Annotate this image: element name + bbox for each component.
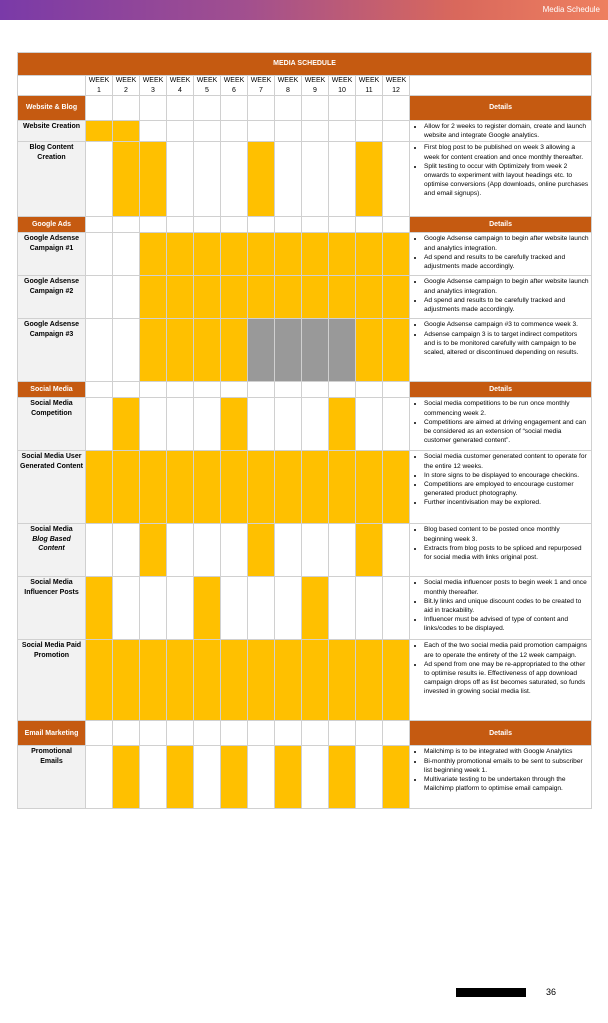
empty-cell	[248, 382, 275, 398]
activity-label-italic: Blog Based Content	[32, 535, 71, 553]
details-cell	[410, 746, 592, 809]
scheduled-cell	[221, 276, 248, 319]
week-header: WEEK 10	[329, 76, 356, 96]
activity-label	[18, 142, 86, 217]
section-title: Website & Blog	[18, 96, 86, 121]
scheduled-cell	[167, 746, 194, 809]
details-cell	[410, 451, 592, 524]
empty-cell	[140, 398, 167, 451]
scheduled-cell	[113, 398, 140, 451]
week-header: WEEK 2	[113, 76, 140, 96]
empty-cell	[383, 524, 410, 577]
empty-cell	[167, 121, 194, 142]
empty-cell	[221, 142, 248, 217]
detail-item: • Google Adsense campaign to begin after website launch and analytics integration.	[424, 234, 589, 252]
scheduled-cell	[275, 640, 302, 721]
detail-item: • Bit.ly links and unique discount codes to be created to aid in trackability.	[424, 597, 589, 615]
empty-cell	[113, 233, 140, 276]
page-number: 36	[546, 987, 557, 997]
scheduled-cell	[221, 319, 248, 382]
details-cell	[410, 233, 592, 276]
empty-cell	[302, 382, 329, 398]
empty-cell	[221, 382, 248, 398]
empty-cell	[383, 721, 410, 746]
scheduled-cell	[113, 640, 140, 721]
empty-cell	[194, 382, 221, 398]
activity-label	[18, 319, 86, 382]
empty-cell	[86, 142, 113, 217]
week-header: WEEK 1	[86, 76, 113, 96]
scheduled-cell	[167, 640, 194, 721]
empty-cell	[86, 721, 113, 746]
detail-item: • Social media customer generated content to operate for the entire 12 weeks.	[424, 452, 589, 470]
scheduled-cell	[329, 276, 356, 319]
week-header: WEEK 12	[383, 76, 410, 96]
empty-cell	[140, 577, 167, 640]
week-header: WEEK 3	[140, 76, 167, 96]
detail-item: • Social media competitions to be run once monthly commencing week 2.	[424, 399, 589, 417]
empty-cell	[356, 577, 383, 640]
empty-cell	[194, 398, 221, 451]
empty-cell	[167, 96, 194, 121]
scheduled-cell	[275, 276, 302, 319]
week-header: WEEK 8	[275, 76, 302, 96]
empty-cell	[113, 96, 140, 121]
empty-cell	[383, 382, 410, 398]
empty-cell	[221, 217, 248, 233]
empty-cell	[275, 96, 302, 121]
empty-cell	[248, 121, 275, 142]
empty-cell	[329, 721, 356, 746]
empty-cell	[113, 319, 140, 382]
activity-label	[18, 640, 86, 721]
empty-cell	[194, 746, 221, 809]
scheduled-cell	[329, 233, 356, 276]
empty-cell	[194, 121, 221, 142]
detail-item: • Ad spend and results to be carefully tracked and adjustments made accordingly.	[424, 296, 589, 314]
table-row	[18, 319, 592, 382]
scheduled-cell	[248, 524, 275, 577]
scheduled-cell	[275, 451, 302, 524]
scheduled-cell	[140, 276, 167, 319]
scheduled-cell	[302, 640, 329, 721]
week-header: WEEK 4	[167, 76, 194, 96]
table-title: MEDIA SCHEDULE	[18, 53, 592, 76]
table-row	[18, 142, 592, 217]
empty-cell	[302, 398, 329, 451]
empty-cell	[248, 217, 275, 233]
scheduled-cell	[248, 451, 275, 524]
scheduled-cell	[329, 640, 356, 721]
scheduled-cell	[248, 640, 275, 721]
activity-label	[18, 451, 86, 524]
empty-cell	[221, 96, 248, 121]
scheduled-cell	[356, 276, 383, 319]
scheduled-cell	[302, 276, 329, 319]
monitoring-cell	[302, 319, 329, 382]
empty-cell	[302, 524, 329, 577]
scheduled-cell	[329, 746, 356, 809]
activity-label-text: Social Media User Generated Content	[20, 453, 84, 470]
detail-item: • Social media influencer posts to begin week 1 and once monthly thereafter.	[424, 578, 589, 596]
scheduled-cell	[248, 142, 275, 217]
empty-cell	[194, 721, 221, 746]
section-title: Email Marketing	[18, 721, 86, 746]
scheduled-cell	[248, 276, 275, 319]
scheduled-cell	[383, 746, 410, 809]
detail-item: • Blog based content to be posted once monthly beginning week 3.	[424, 525, 589, 543]
detail-item: • Competitions are aimed at driving engagement and can be considered as an extension of “social media customer generated content”.	[424, 418, 589, 446]
scheduled-cell	[383, 276, 410, 319]
monitoring-cell	[248, 319, 275, 382]
empty-cell	[221, 121, 248, 142]
empty-cell	[140, 746, 167, 809]
empty-cell	[275, 121, 302, 142]
details-cell	[410, 577, 592, 640]
empty-cell	[329, 524, 356, 577]
empty-cell	[383, 121, 410, 142]
empty-cell	[167, 721, 194, 746]
scheduled-cell	[383, 451, 410, 524]
section-title: Google Ads	[18, 217, 86, 233]
activity-label-text: Website Creation	[22, 123, 81, 130]
scheduled-cell	[113, 451, 140, 524]
table-row	[18, 524, 592, 577]
empty-cell	[86, 319, 113, 382]
table-row	[18, 121, 592, 142]
week-header: WEEK 9	[302, 76, 329, 96]
table-row	[18, 746, 592, 809]
empty-cell	[194, 142, 221, 217]
empty-cell	[86, 382, 113, 398]
empty-cell	[275, 577, 302, 640]
empty-cell	[329, 96, 356, 121]
empty-cell	[275, 721, 302, 746]
empty-cell	[167, 382, 194, 398]
activity-label	[18, 276, 86, 319]
scheduled-cell	[302, 451, 329, 524]
scheduled-cell	[356, 451, 383, 524]
details-cell	[410, 640, 592, 721]
scheduled-cell	[194, 640, 221, 721]
detail-item: • Competitions are employed to encourage customer generated product photography.	[424, 480, 589, 498]
detail-item: • Allow for 2 weeks to register domain, create and launch website and integrate Google analytics.	[424, 122, 589, 140]
scheduled-cell	[140, 524, 167, 577]
detail-item: • Influencer must be advised of type of content and links/codes to be displayed.	[424, 615, 589, 633]
scheduled-cell	[86, 451, 113, 524]
table-row	[18, 640, 592, 721]
empty-cell	[356, 398, 383, 451]
activity-label-text: Google Adsense Campaign #2	[24, 278, 79, 295]
scheduled-cell	[275, 746, 302, 809]
activity-label-text: Social Media Paid Promotion	[21, 642, 82, 659]
empty-cell	[383, 398, 410, 451]
empty-cell	[221, 721, 248, 746]
empty-cell	[356, 721, 383, 746]
empty-cell	[140, 121, 167, 142]
detail-item: • Google Adsense campaign to begin after website launch and analytics integration.	[424, 277, 589, 295]
empty-cell	[356, 382, 383, 398]
empty-cell	[221, 524, 248, 577]
table-row	[18, 577, 592, 640]
empty-cell	[275, 524, 302, 577]
detail-item: • First blog post to be published on week 3 allowing a week for content creation and once monthly thereafter.	[424, 143, 589, 161]
scheduled-cell	[194, 233, 221, 276]
scheduled-cell	[356, 640, 383, 721]
empty-cell	[383, 142, 410, 217]
empty-cell	[86, 746, 113, 809]
empty-cell	[86, 276, 113, 319]
empty-cell	[248, 721, 275, 746]
scheduled-cell	[167, 319, 194, 382]
scheduled-cell	[194, 276, 221, 319]
media-schedule-table	[17, 52, 592, 809]
scheduled-cell	[221, 746, 248, 809]
empty-cell	[302, 121, 329, 142]
scheduled-cell	[221, 451, 248, 524]
empty-cell	[329, 142, 356, 217]
scheduled-cell	[86, 577, 113, 640]
scheduled-cell	[383, 233, 410, 276]
details-header: Details	[410, 96, 592, 121]
detail-item: • Ad spend and results to be carefully tracked and adjustments made accordingly.	[424, 253, 589, 271]
scheduled-cell	[329, 398, 356, 451]
header-bar	[0, 0, 608, 20]
scheduled-cell	[140, 142, 167, 217]
week-header: WEEK 11	[356, 76, 383, 96]
activity-label-text: Promotional Emails	[31, 748, 72, 765]
empty-cell	[302, 142, 329, 217]
scheduled-cell	[194, 451, 221, 524]
details-cell	[410, 319, 592, 382]
table-row	[18, 398, 592, 451]
empty-cell	[383, 217, 410, 233]
scheduled-cell	[167, 451, 194, 524]
empty-cell	[302, 721, 329, 746]
scheduled-cell	[221, 233, 248, 276]
header-blank	[18, 76, 86, 96]
monitoring-cell	[329, 319, 356, 382]
activity-label	[18, 398, 86, 451]
running-header: Media Schedule	[542, 5, 600, 14]
scheduled-cell	[86, 640, 113, 721]
scheduled-cell	[383, 319, 410, 382]
scheduled-cell	[221, 640, 248, 721]
scheduled-cell	[167, 233, 194, 276]
scheduled-cell	[140, 319, 167, 382]
empty-cell	[113, 577, 140, 640]
activity-label-text: Google Adsense Campaign #3	[24, 321, 79, 338]
scheduled-cell	[140, 451, 167, 524]
empty-cell	[383, 96, 410, 121]
empty-cell	[113, 382, 140, 398]
detail-item: • Split testing to occur with Optimizely from week 2 onwards to experiment with layout headings etc. to optimise conversions (App downloads, online purchases and email signups).	[424, 162, 589, 199]
empty-cell	[113, 721, 140, 746]
scheduled-cell	[167, 276, 194, 319]
details-cell	[410, 398, 592, 451]
details-cell	[410, 121, 592, 142]
scheduled-cell	[329, 451, 356, 524]
scheduled-cell	[275, 233, 302, 276]
table-row	[18, 451, 592, 524]
scheduled-cell	[194, 577, 221, 640]
detail-item: • Mailchimp is to be integrated with Google Analytics	[424, 747, 589, 756]
empty-cell	[329, 121, 356, 142]
empty-cell	[86, 217, 113, 233]
monitoring-cell	[275, 319, 302, 382]
detail-item: • In store signs to be displayed to encourage checkins.	[424, 471, 589, 480]
detail-item: • Further incentivisation may be explored.	[424, 498, 589, 507]
activity-label-text: Google Adsense Campaign #1	[24, 235, 79, 252]
redaction-bar	[456, 988, 526, 997]
empty-cell	[356, 217, 383, 233]
scheduled-cell	[356, 142, 383, 217]
detail-item: • Multivariate testing to be undertaken through the Mailchimp platform to optimise email campaign.	[424, 775, 589, 793]
scheduled-cell	[302, 577, 329, 640]
scheduled-cell	[356, 233, 383, 276]
empty-cell	[248, 398, 275, 451]
empty-cell	[167, 217, 194, 233]
empty-cell	[113, 524, 140, 577]
activity-label	[18, 524, 86, 577]
empty-cell	[86, 233, 113, 276]
activity-label	[18, 233, 86, 276]
empty-cell	[329, 577, 356, 640]
empty-cell	[167, 577, 194, 640]
empty-cell	[86, 524, 113, 577]
details-header: Details	[410, 217, 592, 233]
empty-cell	[275, 217, 302, 233]
section-title: Social Media	[18, 382, 86, 398]
empty-cell	[140, 382, 167, 398]
detail-item: • Each of the two social media paid promotion campaigns are to operate the entirety of the 12 week campaign.	[424, 641, 589, 659]
empty-cell	[248, 577, 275, 640]
table-row	[18, 276, 592, 319]
empty-cell	[194, 524, 221, 577]
week-header: WEEK 5	[194, 76, 221, 96]
details-cell	[410, 276, 592, 319]
empty-cell	[194, 217, 221, 233]
scheduled-cell	[86, 121, 113, 142]
empty-cell	[356, 96, 383, 121]
header-blank	[410, 76, 592, 96]
scheduled-cell	[221, 398, 248, 451]
empty-cell	[248, 746, 275, 809]
week-header: WEEK 6	[221, 76, 248, 96]
detail-item: • Adsense campaign 3 is to target indirect competitors and is to be monitored carefully with campaign to be scaled, altered or discontinued depending on results.	[424, 330, 589, 358]
empty-cell	[356, 121, 383, 142]
empty-cell	[275, 398, 302, 451]
empty-cell	[113, 276, 140, 319]
empty-cell	[140, 96, 167, 121]
empty-cell	[140, 721, 167, 746]
detail-item: • Google Adsense campaign #3 to commence week 3.	[424, 320, 589, 329]
empty-cell	[113, 217, 140, 233]
empty-cell	[383, 577, 410, 640]
scheduled-cell	[113, 121, 140, 142]
scheduled-cell	[140, 233, 167, 276]
activity-label	[18, 121, 86, 142]
empty-cell	[167, 524, 194, 577]
empty-cell	[302, 96, 329, 121]
detail-item: • Extracts from blog posts to be spliced and repurposed for social media with links original post.	[424, 544, 589, 562]
table-row	[18, 233, 592, 276]
scheduled-cell	[302, 233, 329, 276]
activity-label-text: Social Media Competition	[30, 400, 73, 417]
empty-cell	[86, 96, 113, 121]
activity-label	[18, 746, 86, 809]
detail-item: • Bi-monthly promotional emails to be sent to subscriber list beginning week 1.	[424, 757, 589, 775]
empty-cell	[140, 217, 167, 233]
scheduled-cell	[113, 746, 140, 809]
empty-cell	[221, 577, 248, 640]
details-cell	[410, 142, 592, 217]
empty-cell	[329, 382, 356, 398]
detail-item: • Ad spend from one may be re-appropriated to the other to optimise results ie. Effectiveness of app download campaign drops off as list becomes saturated, so funds invested in growing social media list.	[424, 660, 589, 697]
scheduled-cell	[248, 233, 275, 276]
empty-cell	[302, 217, 329, 233]
empty-cell	[248, 96, 275, 121]
scheduled-cell	[113, 142, 140, 217]
empty-cell	[329, 217, 356, 233]
empty-cell	[167, 398, 194, 451]
empty-cell	[356, 746, 383, 809]
scheduled-cell	[383, 640, 410, 721]
scheduled-cell	[356, 319, 383, 382]
details-cell	[410, 524, 592, 577]
empty-cell	[86, 398, 113, 451]
empty-cell	[194, 96, 221, 121]
details-header: Details	[410, 721, 592, 746]
empty-cell	[275, 382, 302, 398]
scheduled-cell	[140, 640, 167, 721]
activity-label-text: Social Media Influencer Posts	[24, 579, 79, 596]
empty-cell	[302, 746, 329, 809]
activity-label-text: Social Media	[30, 526, 73, 534]
empty-cell	[275, 142, 302, 217]
scheduled-cell	[194, 319, 221, 382]
activity-label-text: Blog Content Creation	[29, 144, 74, 161]
week-header: WEEK 7	[248, 76, 275, 96]
empty-cell	[167, 142, 194, 217]
activity-label	[18, 577, 86, 640]
details-header: Details	[410, 382, 592, 398]
scheduled-cell	[356, 524, 383, 577]
